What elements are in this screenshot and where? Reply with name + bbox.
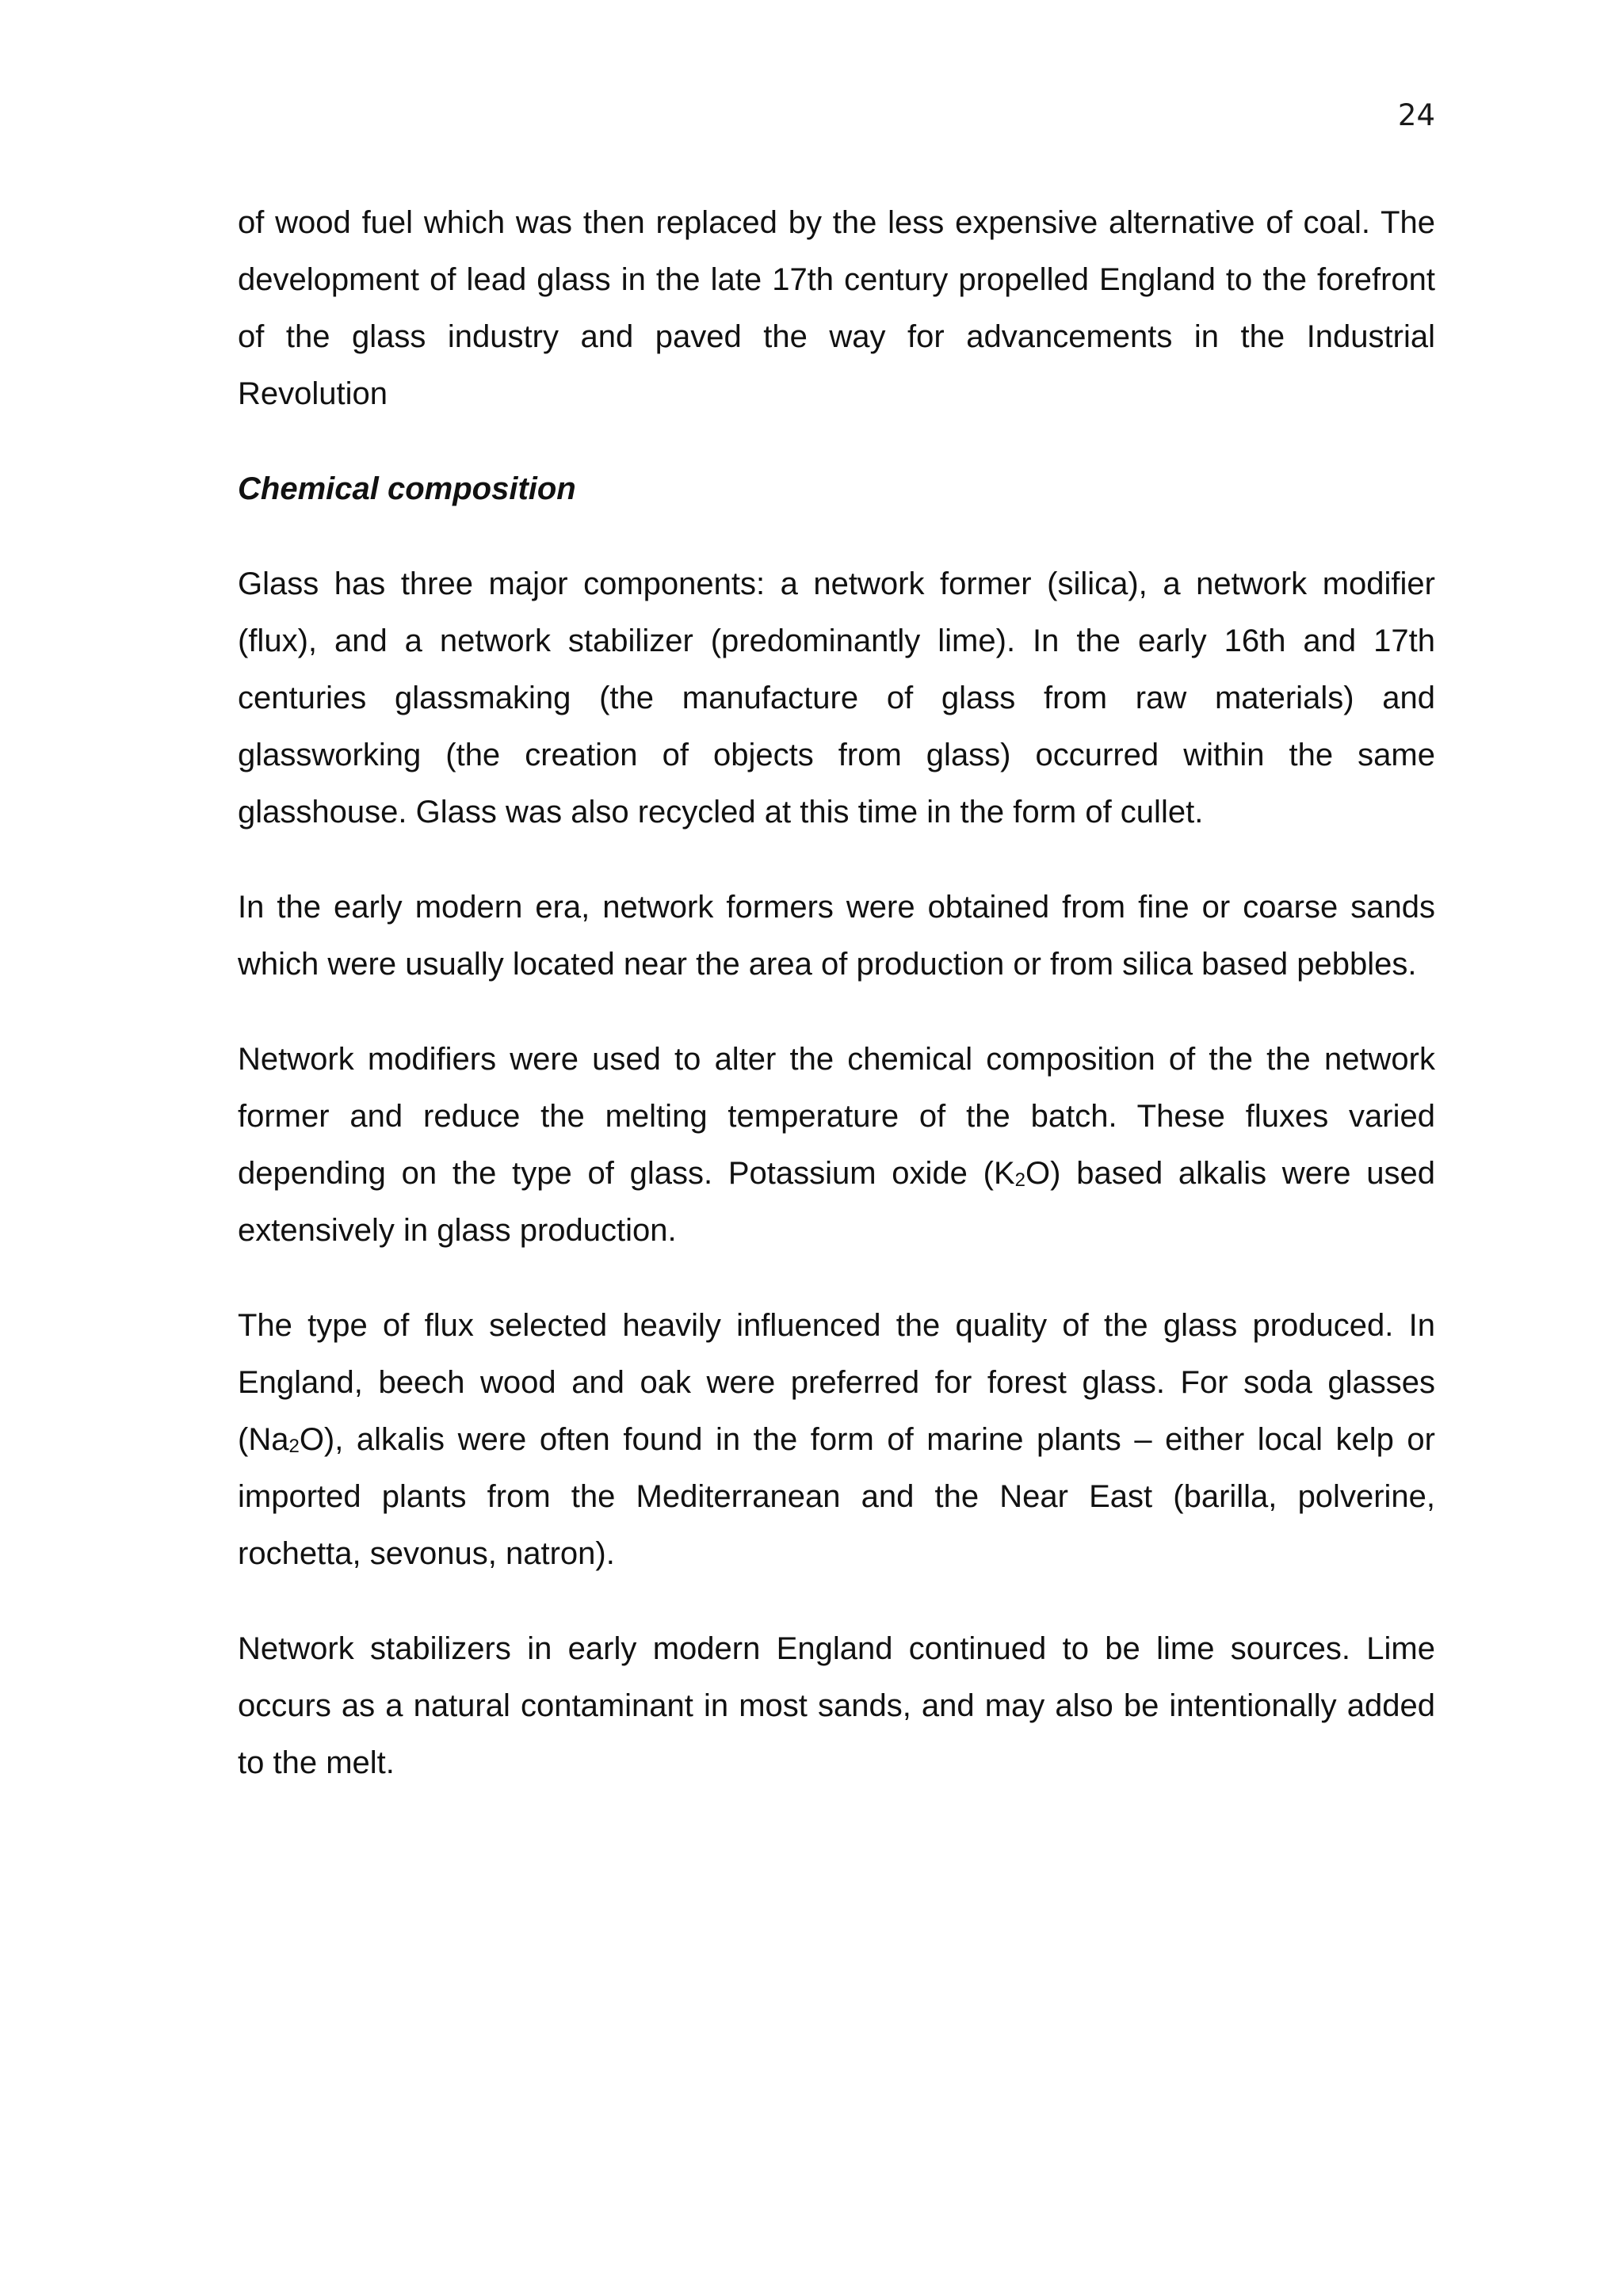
subscript: 2 (288, 1436, 300, 1457)
page-content (238, 194, 1435, 1791)
paragraph-network-formers: In the early modern era, network formers were obtained from fine or coarse sands which were usually located near the area of production or from silica based pebbles. (238, 890, 1435, 982)
paragraph-network-stabilizers: Network stabilizers in early modern England continued to be lime sources. Lime occurs as a natural contaminant in most sands, and may also be intentionally added to the melt. (238, 1631, 1435, 1780)
paragraph-text: The type of flux selected heavily influenced the quality of the glass produced. In England, beech wood and oak were preferred for forest glass. For soda glasses (Na (238, 1308, 1435, 1457)
paragraph-text: O), alkalis were often found in the form of marine plants – either local kelp or imported plants from the Mediterranean and the Near East (barilla, polverine, rochetta, sevonus, natron). (238, 1422, 1435, 1571)
paragraph-wood-fuel: of wood fuel which was then replaced by the less expensive alternative of coal. The development of lead glass in the late 17th century propelled England to the forefront of the glass industry and paved the way for advancements in the Industrial Revolution (238, 205, 1435, 411)
paragraph-network-modifiers (238, 1031, 1435, 1259)
subscript: 2 (1014, 1169, 1026, 1191)
paragraph-flux-type (238, 1297, 1435, 1582)
page-number: 24 (1397, 98, 1435, 132)
paragraph-text: O) based alkalis were used extensively in glass production. (238, 1156, 1435, 1248)
paragraph-major-components: Glass has three major components: a network former (silica), a network modifier (flux), and a network stabilizer (predominantly lime). In the early 16th and 17th centuries glassmaking (the manufacture of glass from raw materials) and glassworking (the creation of objects from glass) occurred within the same glasshouse. Glass was also recycled at this time in the form of cullet. (238, 566, 1435, 830)
paragraph-text: Network modifiers were used to alter the chemical composition of the the network former and reduce the melting temperature of the batch. These fluxes varied depending on the type of glass. Potassium oxide (K (238, 1042, 1435, 1191)
section-heading-chemical-composition: Chemical composition (238, 471, 576, 506)
